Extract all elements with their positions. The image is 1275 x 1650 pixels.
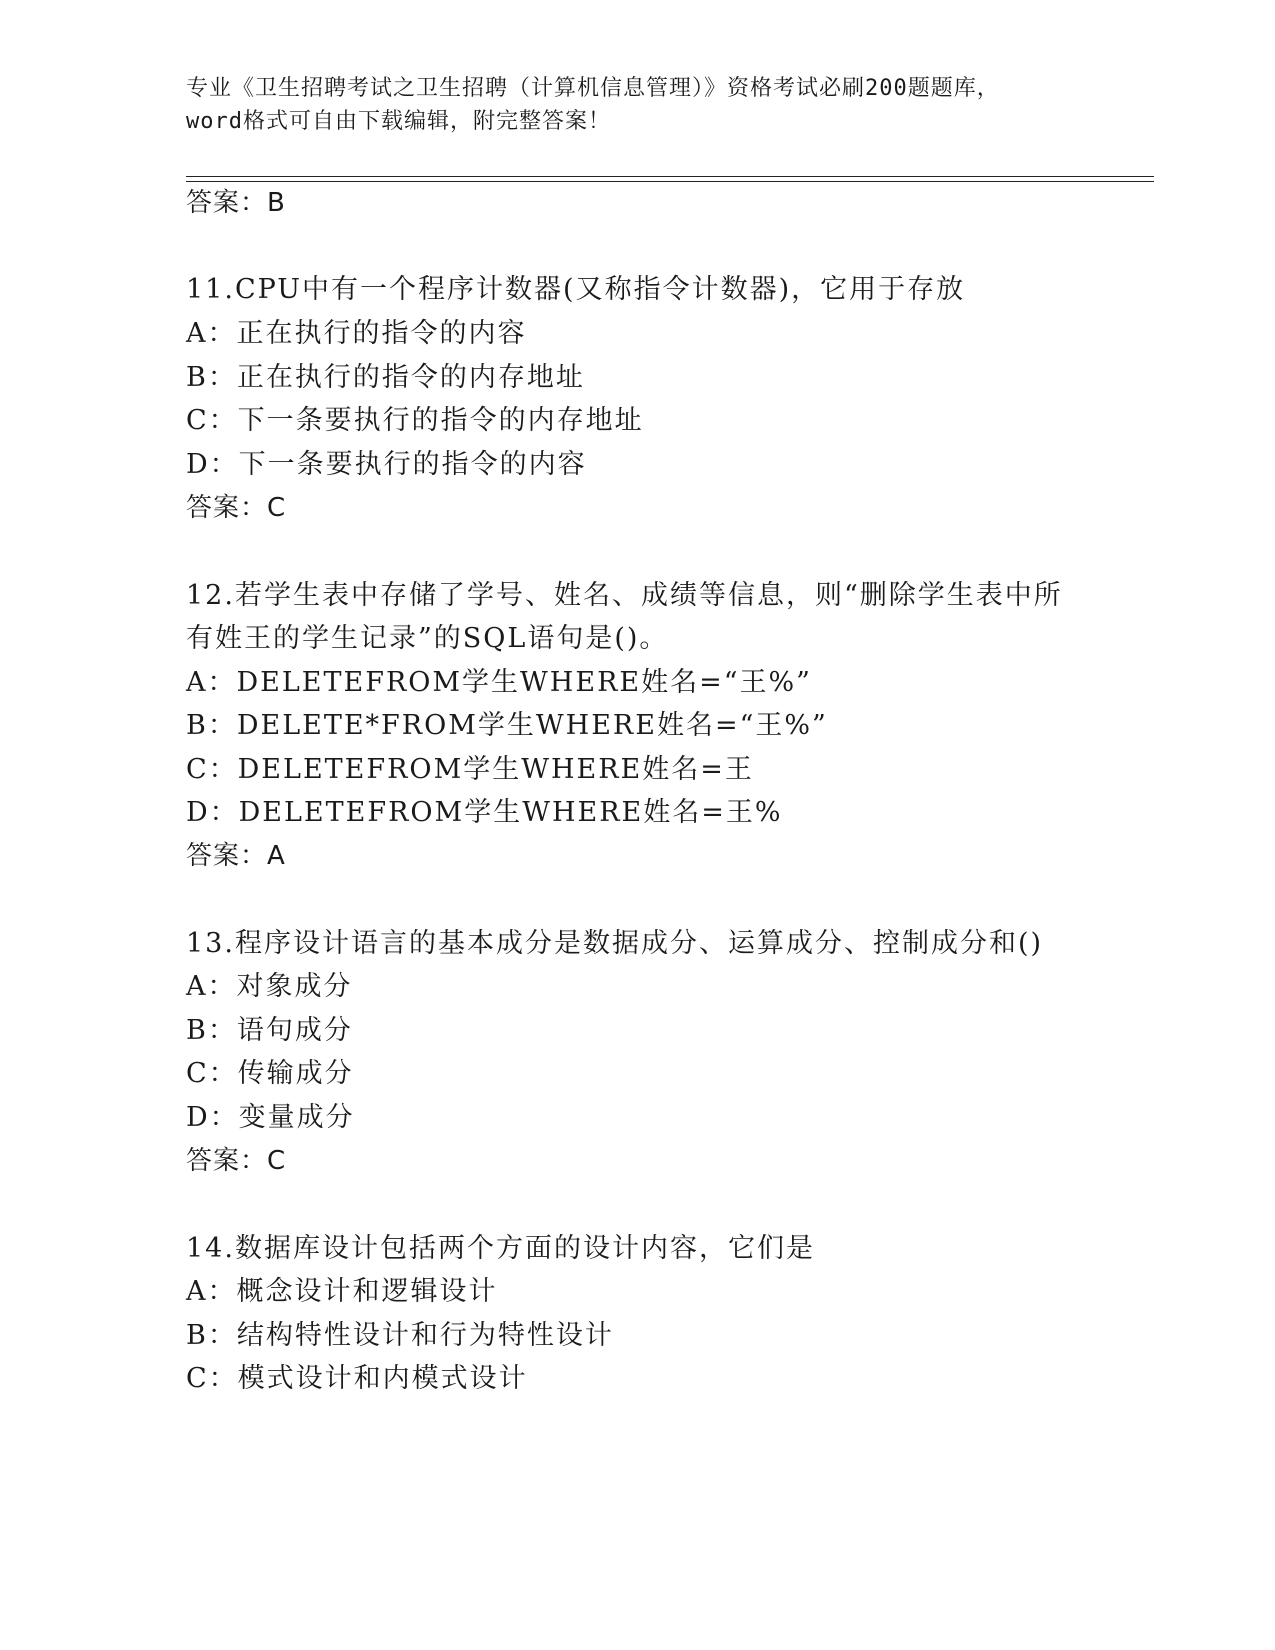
question-11-stem: 11.CPU中有一个程序计数器(又称指令计数器)，它用于存放 — [186, 274, 966, 305]
question-12-stem-line-1: 12.若学生表中存储了学号、姓名、成绩等信息，则“删除学生表中所 — [186, 580, 1063, 611]
question-12-option-a: A：DELETEFROM学生WHERE姓名=“王%” — [186, 667, 812, 698]
question-13-answer: 答案：C — [186, 1146, 287, 1176]
document-header — [186, 72, 1086, 138]
question-13-option-d: D：变量成分 — [186, 1102, 355, 1133]
answer-previous: 答案：B — [186, 188, 286, 218]
question-13-stem: 13.程序设计语言的基本成分是数据成分、运算成分、控制成分和() — [186, 928, 1044, 959]
question-11-option-a: A：正在执行的指令的内容 — [186, 318, 527, 349]
question-12-option-d: D：DELETEFROM学生WHERE姓名=王% — [186, 797, 783, 828]
question-14-option-c: C：模式设计和内模式设计 — [186, 1363, 528, 1394]
question-11-option-c: C：下一条要执行的指令的内存地址 — [186, 405, 644, 436]
question-12-stem-line-2: 有姓王的学生记录”的SQL语句是()。 — [186, 623, 669, 654]
question-12-answer: 答案：A — [186, 841, 286, 871]
question-13-option-a: A：对象成分 — [186, 971, 353, 1002]
question-12-option-b: B：DELETE*FROM学生WHERE姓名=“王%” — [186, 710, 828, 741]
header-line-2: word格式可自由下载编辑，附完整答案！ — [186, 109, 611, 134]
question-11-option-d: D：下一条要执行的指令的内容 — [186, 449, 587, 480]
header-divider-bottom — [186, 181, 1154, 182]
question-11-option-b: B：正在执行的指令的内存地址 — [186, 362, 585, 393]
question-13-option-b: B：语句成分 — [186, 1015, 353, 1046]
question-14-option-b: B：结构特性设计和行为特性设计 — [186, 1320, 614, 1351]
header-line-1: 专业《卫生招聘考试之卫生招聘（计算机信息管理）》资格考试必刷200题题库， — [186, 76, 1000, 101]
question-12-option-c: C：DELETEFROM学生WHERE姓名=王 — [186, 754, 754, 785]
header-divider-top — [186, 176, 1154, 177]
question-14-stem: 14.数据库设计包括两个方面的设计内容，它们是 — [186, 1233, 815, 1264]
question-13-option-c: C：传输成分 — [186, 1058, 354, 1089]
question-11-answer: 答案：C — [186, 493, 287, 523]
question-14-option-a: A：概念设计和逻辑设计 — [186, 1276, 498, 1307]
